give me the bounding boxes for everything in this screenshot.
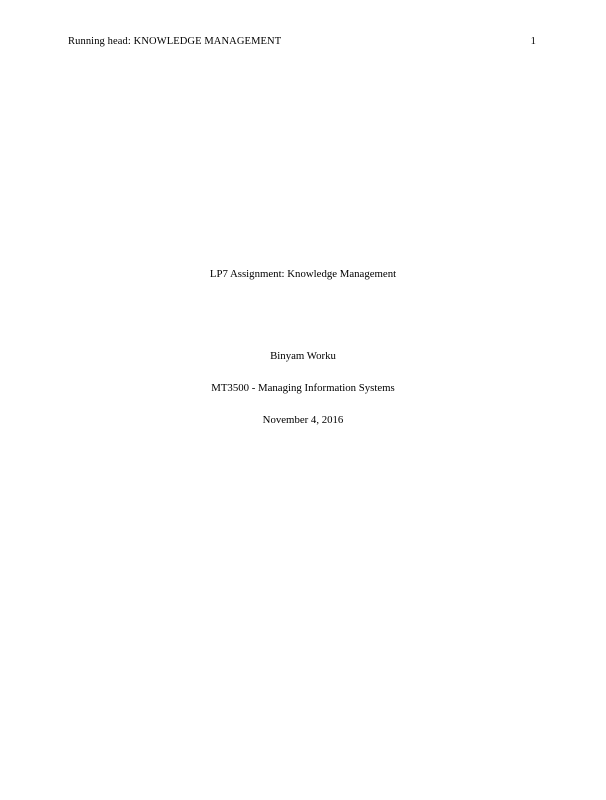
title-block	[0, 268, 606, 281]
author-block	[0, 350, 606, 426]
page-header	[68, 36, 538, 47]
submission-date: November 4, 2016	[262, 414, 344, 426]
page-number: 1	[530, 36, 536, 47]
running-head: Running head: KNOWLEDGE MANAGEMENT	[68, 36, 282, 47]
author-name: Binyam Worku	[270, 350, 336, 362]
course-name: MT3500 - Managing Information Systems	[211, 382, 395, 394]
document-title: LP7 Assignment: Knowledge Management	[209, 268, 397, 280]
